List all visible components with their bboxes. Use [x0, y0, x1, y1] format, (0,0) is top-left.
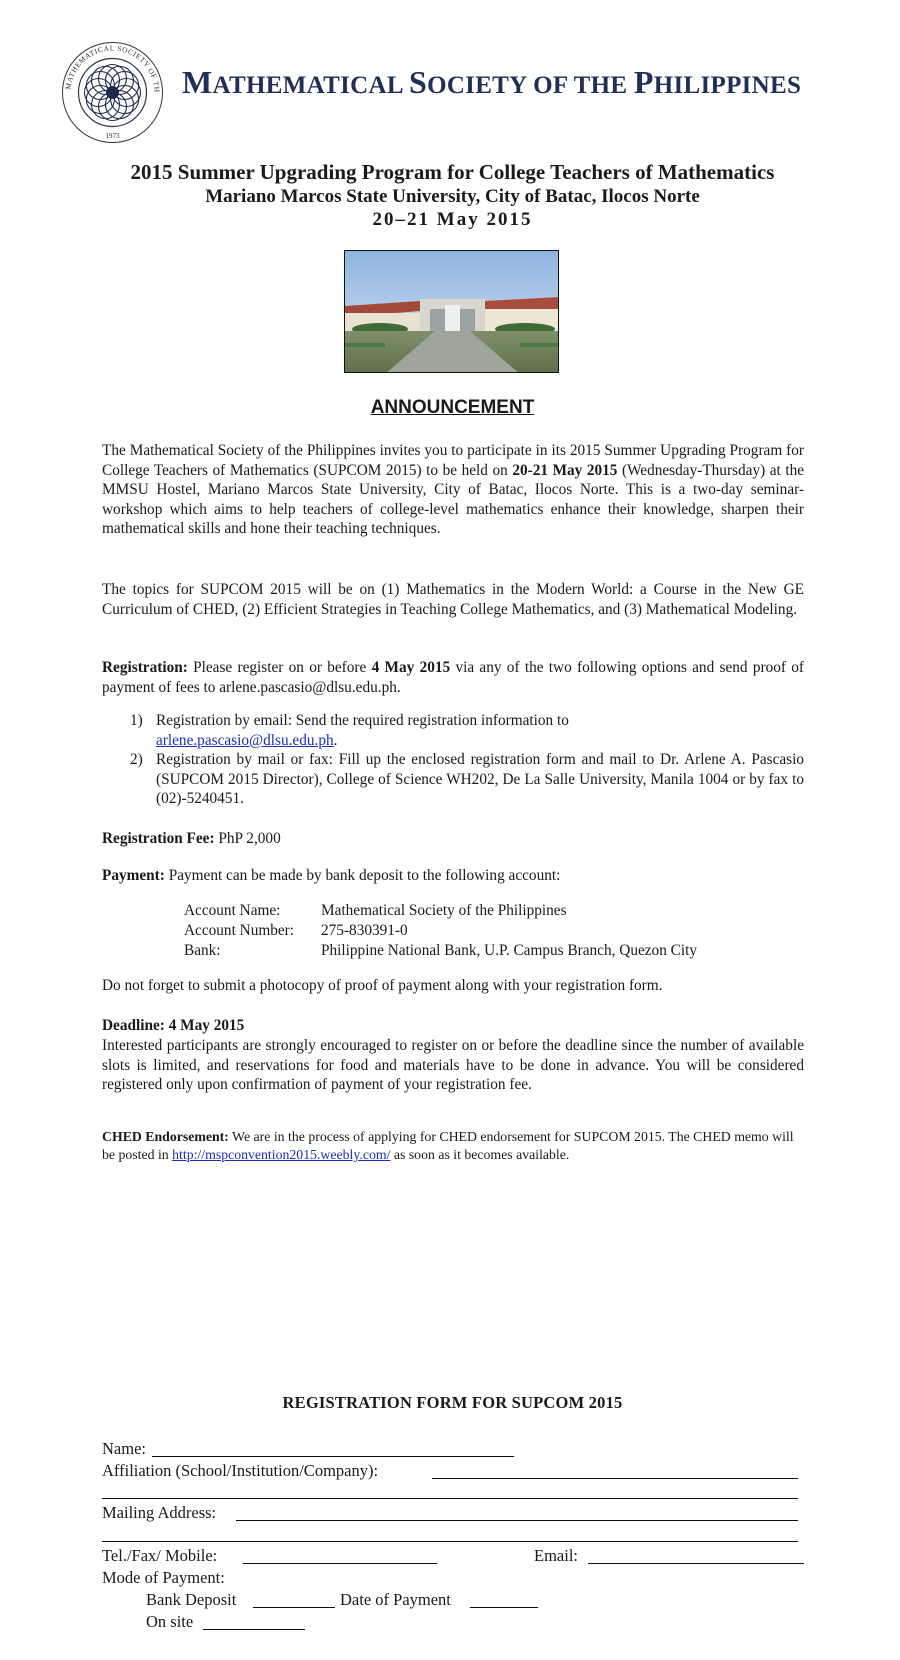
- affiliation-field[interactable]: [432, 1478, 798, 1479]
- deadline-label: Deadline: 4 May 2015: [102, 1017, 245, 1034]
- convention-website-link[interactable]: http://mspconvention2015.weebly.com/: [172, 1147, 391, 1162]
- account-name-row: Account Name: Mathematical Society of the Philippines: [184, 902, 567, 919]
- mode-of-payment-label: Mode of Payment:: [102, 1568, 225, 1587]
- mailing-address-label: Mailing Address:: [102, 1503, 217, 1522]
- topics-paragraph: The topics for SUPCOM 2015 will be on (1) Mathematics in the Modern World: a Course in the New GE Curriculum of CHED, (2) Efficient Strategies in Teaching College Mathematics, and (3) Mathematical Modeling.: [102, 581, 804, 618]
- option-number: 2): [130, 751, 143, 768]
- date-of-payment-field[interactable]: [470, 1607, 538, 1608]
- svg-text:1973: 1973: [105, 132, 120, 140]
- on-site-label: On site: [146, 1612, 194, 1631]
- name-label: Name:: [102, 1439, 146, 1458]
- registration-form-title: REGISTRATION FORM FOR SUPCOM 2015: [282, 1393, 623, 1412]
- account-number-row: Account Number: 275-830391-0: [184, 922, 408, 939]
- society-seal-logo: [60, 40, 165, 145]
- org-name-segment: S: [408, 64, 428, 100]
- org-name-segment: HILIPPINES: [653, 72, 802, 99]
- svg-text:MATHEMATICAL SOCIETY OF THE PH: MATHEMATICAL SOCIETY OF TH: [63, 43, 162, 93]
- name-field[interactable]: [152, 1456, 514, 1457]
- bank-deposit-label: Bank Deposit: [146, 1590, 237, 1609]
- org-name-segment: M: [182, 64, 213, 100]
- registration-option-email: 1) Registration by email: Send the required registration information to arlene.pascasio@dlsu.edu.ph.: [130, 712, 569, 749]
- email-label: Email:: [534, 1546, 578, 1565]
- registration-fee: Registration Fee: PhP 2,000: [102, 830, 281, 847]
- bank-row: Bank: Philippine National Bank, U.P. Campus Branch, Quezon City: [184, 942, 698, 959]
- date-of-payment-label: Date of Payment: [340, 1590, 451, 1609]
- org-name-segment: P: [633, 64, 654, 100]
- tel-fax-mobile-label: Tel./Fax/ Mobile:: [102, 1546, 218, 1565]
- deadline-paragraph: Interested participants are strongly encouraged to register on or before the deadline since the number of available slots is limited, and reservations for food and materials have to be done in advance. You will be considered registered only upon confirmation of payment of your registration fee.: [102, 1037, 804, 1093]
- option-number: 1): [130, 712, 143, 729]
- photocopy-reminder: Do not forget to submit a photocopy of proof of payment along with your registration form.: [102, 977, 663, 994]
- payment-info: Payment: Payment can be made by bank deposit to the following account:: [102, 867, 561, 884]
- on-site-field[interactable]: [203, 1629, 305, 1630]
- email-field[interactable]: [588, 1563, 804, 1564]
- mailing-address-field[interactable]: [236, 1520, 798, 1521]
- affiliation-label: Affiliation (School/Institution/Company):: [102, 1461, 379, 1480]
- org-name-segment: ATHEMATICAL: [212, 72, 409, 99]
- event-dates: 20–21 May 2015: [372, 209, 533, 230]
- email-link[interactable]: arlene.pascasio@dlsu.edu.ph: [156, 731, 334, 749]
- bank-deposit-field[interactable]: [253, 1607, 335, 1608]
- announcement-heading: ANNOUNCEMENT: [370, 397, 535, 418]
- intro-paragraph: The Mathematical Society of the Philippines invites you to participate in its 2015 Summer Upgrading Program for College Teachers of Mathematics (SUPCOM 2015) to be held on 20-21 May 2015 (Wednesday-Thursday) at the MMSU Hostel, Mariano Marcos State University, City of Batac, Ilocos Norte. This is a two-day seminar-workshop which aims to help teachers of college-level mathematics enhance their knowledge, sharpen their mathematical skills and hone their teaching techniques.: [102, 442, 805, 537]
- affiliation-field-line-2[interactable]: [102, 1498, 798, 1499]
- ched-endorsement: CHED Endorsement: We are in the process of applying for CHED endorsement for SUPCOM 2015. The CHED memo will be posted in http://mspconvention2015.weebly.com/ as soon as it becomes available.: [102, 1129, 794, 1162]
- tel-fax-mobile-field[interactable]: [243, 1563, 437, 1564]
- venue-subtitle: Mariano Marcos State University, City of Batac, Ilocos Norte: [205, 186, 700, 207]
- registration-option-mail-fax: 2) Registration by mail or fax: Fill up the enclosed registration form and mail to Dr. Arlene A. Pascasio (SUPCOM 2015 Director), College of Science WH202, De La Salle University, Manila 1004 or by fax to (02)-5240451.: [130, 751, 804, 807]
- organization-name: [182, 64, 801, 101]
- mailing-address-field-line-2[interactable]: [102, 1541, 798, 1542]
- campus-building-photo: [344, 250, 559, 373]
- program-title: 2015 Summer Upgrading Program for College Teachers of Mathematics: [130, 160, 775, 184]
- registration-paragraph: Registration: Please register on or before 4 May 2015 via any of the two following options and send proof of payment of fees to arlene.pascasio@dlsu.edu.ph.: [102, 659, 805, 696]
- org-name-segment: OCIETY OF THE: [427, 72, 634, 99]
